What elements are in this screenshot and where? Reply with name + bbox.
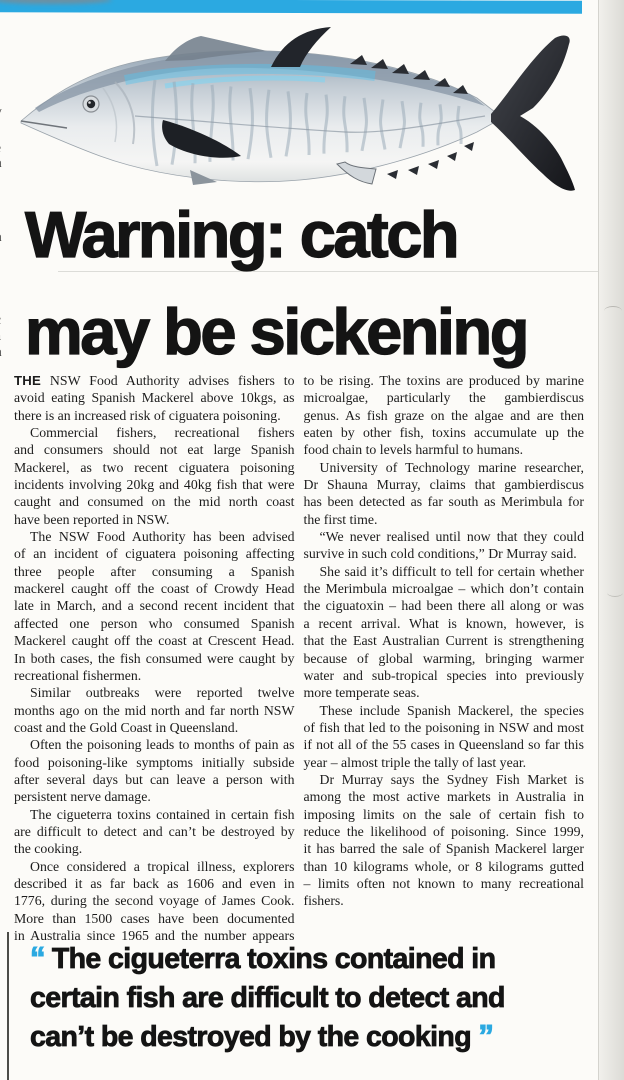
body-line: Commercial fishers, recreational fishers [30,425,295,441]
paragraph [304,459,585,528]
body-line: that the East Australian Current is strengthening [303,633,584,649]
body-line: fishers. [303,893,344,909]
headline-line-2: may be sickening [25,295,527,368]
body-line: the ciguatoxin – had been there all along or was [303,598,584,614]
body-line: More than 1500 cases have been documented [14,910,295,926]
body-line: These include Spanish Mackerel, the species [319,702,584,718]
body-line: The cigueterra toxins contained in certain fish [30,806,295,822]
paragraph [304,563,585,702]
body-line: year – almost triple the tally of last year. [303,754,527,770]
paragraph [14,684,295,736]
body-line: because of global warming, bringing warmer [303,650,584,666]
paragraph [304,771,585,910]
scan-pen-mark [604,306,622,316]
paragraph [14,372,295,424]
scan-pen-mark [607,588,623,597]
body-line: eaten by other fish, toxins accumulate up the [303,425,584,441]
body-line: food chain to levels harmful to humans. [303,442,524,458]
close-quote-mark: ” [478,1018,493,1053]
body-line: persistent nerve damage. [14,789,151,805]
paragraph [14,736,295,805]
body-line: Mackerel, as two recent ciguatera poisoning [14,459,295,475]
edge-artifact-letter [0,344,2,360]
body-line: has been detected as far south as Merimbula for [303,494,584,510]
scan-right-margin [598,0,624,1080]
spanish-mackerel-illustration [15,24,590,194]
body-line: in Australia since 1965 and the number appears [14,928,295,943]
paragraph [14,528,295,684]
body-line: The NSW Food Authority has been advised [30,529,295,545]
body-line: mackerel caught off the coast of Crowdy Head [14,581,295,597]
body-line: described it as far back as 1606 and even in [14,875,295,891]
scan-fold-line [58,271,624,272]
article-body [14,372,584,944]
body-line: have been reported in NSW. [14,511,170,527]
body-line: water and sub-tropical species into previously [303,667,584,683]
lead-word: THE [14,373,41,388]
edge-artifact-letter [0,104,2,120]
body-line: late in March, and a second recent incident that [14,598,295,614]
open-quote-mark: “ [30,940,45,975]
body-line: and consumers should not eat large Spanish [14,442,295,458]
paragraph [304,528,585,563]
paragraph [14,858,295,945]
body-line: 1776, during the second voyage of James Cook. [14,893,295,909]
body-line: the Merimbula microalgae – which don’t contain [303,581,584,597]
body-line: of fish that led to the poisoning in NSW and most [303,719,584,735]
body-line: “We never realised until now that they could [319,529,584,545]
body-line: if not all of the 55 cases in Queensland so far this [303,737,584,753]
edge-artifact-letter [0,328,1,344]
body-line: incidents involving 20kg and 40kg fish that were [14,477,295,493]
article-column-left [14,372,295,944]
body-line: there is an increased risk of ciguatera poisoning. [14,407,281,423]
pull-quote-line: can’t be destroyed by the cooking ” [30,1018,493,1053]
body-line: Dr Murray says the Sydney Fish Market is [319,771,584,787]
body-line: She said it’s difficult to tell for certain whether [319,563,584,579]
body-line: reduce the likelihood of poisoning. Since 1999, [303,823,584,839]
edge-artifact-letter [0,229,2,245]
body-line: – limits often not known to many recreational [303,875,584,891]
body-line: food poisoning-like symptoms initially subside [14,754,295,770]
paragraph [304,702,585,771]
pull-quote [30,939,610,1057]
article-column-right [304,372,585,944]
body-line: the cooking. [14,841,83,857]
body-line: among the most active markets in Australia in [303,789,584,805]
body-line: after several days but can leave a person with [14,771,295,787]
body-line: microalgae, particularly the gambierdiscus [303,390,584,406]
body-line: are difficult to detect and can’t be destroyed by [14,823,295,839]
body-line: it has barred the sale of Spanish Mackerel larger [303,841,584,857]
body-line: a recent arrival. What is known, however, is [303,615,584,631]
body-line: recreational fishermen. [14,667,142,683]
body-line: coast and the Gold Coast in Queensland. [14,719,239,735]
column-rule [7,932,9,1080]
paragraph [14,424,295,528]
body-line: survive in such cold conditions,” Dr Murray said. [303,546,577,562]
body-line: three people after consuming a Spanish [14,563,295,579]
body-line: more temperate seas. [303,685,420,701]
fish-image [15,24,590,194]
body-line: Mackerel caught off the coast at Crescent Head. [14,633,295,649]
edge-artifact-letter [0,140,1,156]
body-line: to be rising. The toxins are produced by marine [303,373,584,388]
body-line: Dr Shauna Murray, claims that gambierdiscus [303,477,584,493]
body-line: genus. As fish graze on the algae and are then [303,407,584,423]
body-line: THE NSW Food Authority advises fishers to [14,373,295,388]
body-line: Similar outbreaks were reported twelve [30,685,295,701]
body-line: affected one person who consumed Spanish [14,615,295,631]
edge-artifact-letter [0,155,2,171]
body-line: of an incident of ciguatera poisoning affecting [14,546,295,562]
body-line: Once considered a tropical illness, explorers [30,858,295,874]
body-line: caught and consumed on the mid north coast [14,494,295,510]
body-line: than 10 kilograms whole, or 8 kilograms gutted [303,858,584,874]
headline-line-1: Warning: catch [25,198,458,271]
body-line: imposing limits on the sale of certain fish to [303,806,584,822]
body-line: avoid eating Spanish Mackerel above 10kgs, as [14,390,295,406]
body-line: Often the poisoning leads to months of pain as [30,737,295,753]
body-line: University of Technology marine researcher, [319,459,584,475]
headline [25,186,527,380]
edge-artifact-letter [0,312,1,328]
paragraph [14,806,295,858]
body-line: months ago on the mid north and far north NSW [14,702,295,718]
paragraph [304,372,585,459]
pull-quote-line: certain fish are difficult to detect and [30,981,505,1014]
pull-quote-line: “ The cigueterra toxins contained in [30,940,496,975]
body-line: the first time. [303,511,378,527]
body-line: In both cases, the fish consumed were caught by [14,650,295,666]
